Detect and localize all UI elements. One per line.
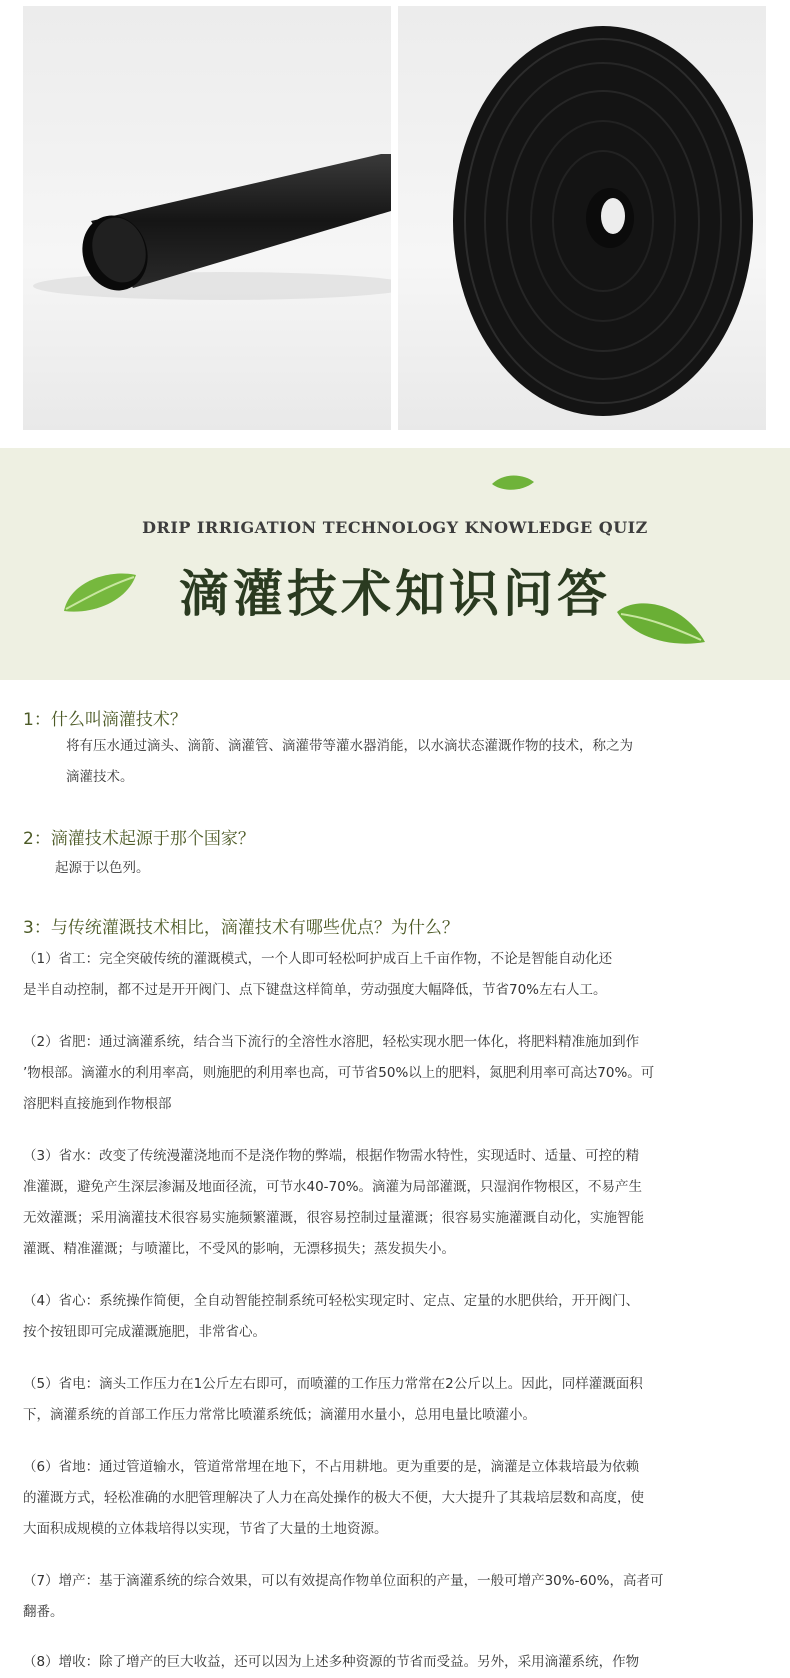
leaf-icon [490,472,536,494]
advantage-line: （7）增产：基于滴灌系统的综合效果，可以有效提高作物单位面积的产量，一般可增产30%-60%，高者可 [23,1573,664,1589]
question-1-title: 1：什么叫滴灌技术？ [23,710,187,730]
advantage-line: 是半自动控制，都不过是开开阀门、点下键盘这样简单，劳动强度大幅降低，节省70%左右人工。 [23,982,607,998]
advantage-line: （3）省水：改变了传统漫灌浇地而不是浇作物的弊端，根据作物需水特性，实现适时、适量、可控的精 [23,1148,640,1164]
advantage-line: ’物根部。滴灌水的利用率高，则施肥的利用率也高，可节省50%以上的肥料，氮肥利用率可高达70%。可 [23,1065,655,1081]
advantage-line: 按个按钮即可完成灌溉施肥，非常省心。 [23,1324,266,1340]
question-3-title: 3：与传统灌溉技术相比，滴灌技术有哪些优点？为什么？ [23,918,459,938]
advantage-line: （4）省心：系统操作简便，全自动智能控制系统可轻松实现定时、定点、定量的水肥供给，开开阀门、 [23,1293,640,1309]
advantage-line: （6）省地：通过管道输水，管道常常埋在地下，不占用耕地。更为重要的是，滴灌是立体栽培最为依赖 [23,1459,640,1475]
flat-tube-illustration [23,6,391,430]
advantage-line: 准灌溉，避免产生深层渗漏及地面径流，可节水40-70%。滴灌为局部灌溉，只湿润作物根区，不易产生 [23,1179,643,1195]
advantage-line: （8）增收：除了增产的巨大收益，还可以因为上述多种资源的节省而受益。另外，采用滴灌系统，作物 [23,1654,640,1670]
banner-title-cn: 滴灌技术知识问答 [179,564,611,623]
advantage-line: （1）省工：完全突破传统的灌溉模式，一个人即可轻松呵护成百上千亩作物，不论是智能自动化还 [23,951,613,967]
advantage-line: （5）省电：滴头工作压力在1公斤左右即可，而喷灌的工作压力常常在2公斤以上。因此，同样灌溉面积 [23,1376,643,1392]
banner-title-en: DRIP IRRIGATION TECHNOLOGY KNOWLEDGE QUIZ [142,518,648,537]
answer-1-line: 将有压水通过滴头、滴箭、滴灌管、滴灌带等灌水器消能，以水滴状态灌溉作物的技术，称之为 [66,738,633,754]
drip-tape-roll-photo [398,6,766,430]
advantage-line: 灌溉、精准灌溉；与喷灌比，不受风的影响，无漂移损失；蒸发损失小。 [23,1241,455,1257]
answer-2-line: 起源于以色列。 [55,860,150,876]
advantage-line: 的灌溉方式，轻松准确的水肥管理解决了人力在高处操作的极大不便，大大提升了其栽培层数和高度，使 [23,1490,644,1506]
advantage-line: 下，滴灌系统的首部工作压力常常比喷灌系统低；滴灌用水量小，总用电量比喷灌小。 [23,1407,536,1423]
question-2-title: 2：滴灌技术起源于那个国家？ [23,829,255,849]
tape-roll-illustration [398,6,766,430]
advantage-line: 大面积成规模的立体栽培得以实现，节省了大量的土地资源。 [23,1521,388,1537]
advantage-line: 无效灌溉；采用滴灌技术很容易实施频繁灌溉，很容易控制过量灌溉；很容易实施灌溉自动化，实施智能 [23,1210,644,1226]
quiz-banner [0,448,790,680]
advantage-line: （2）省肥：通过滴灌系统，结合当下流行的全溶性水溶肥，轻松实现水肥一体化，将肥料精准施加到作 [23,1034,640,1050]
advantage-line: 溶肥料直接施到作物根部 [23,1096,172,1112]
flat-drip-tape-photo [23,6,391,430]
answer-1-line: 滴灌技术。 [66,769,134,785]
advantage-line: 翻番。 [23,1604,64,1620]
